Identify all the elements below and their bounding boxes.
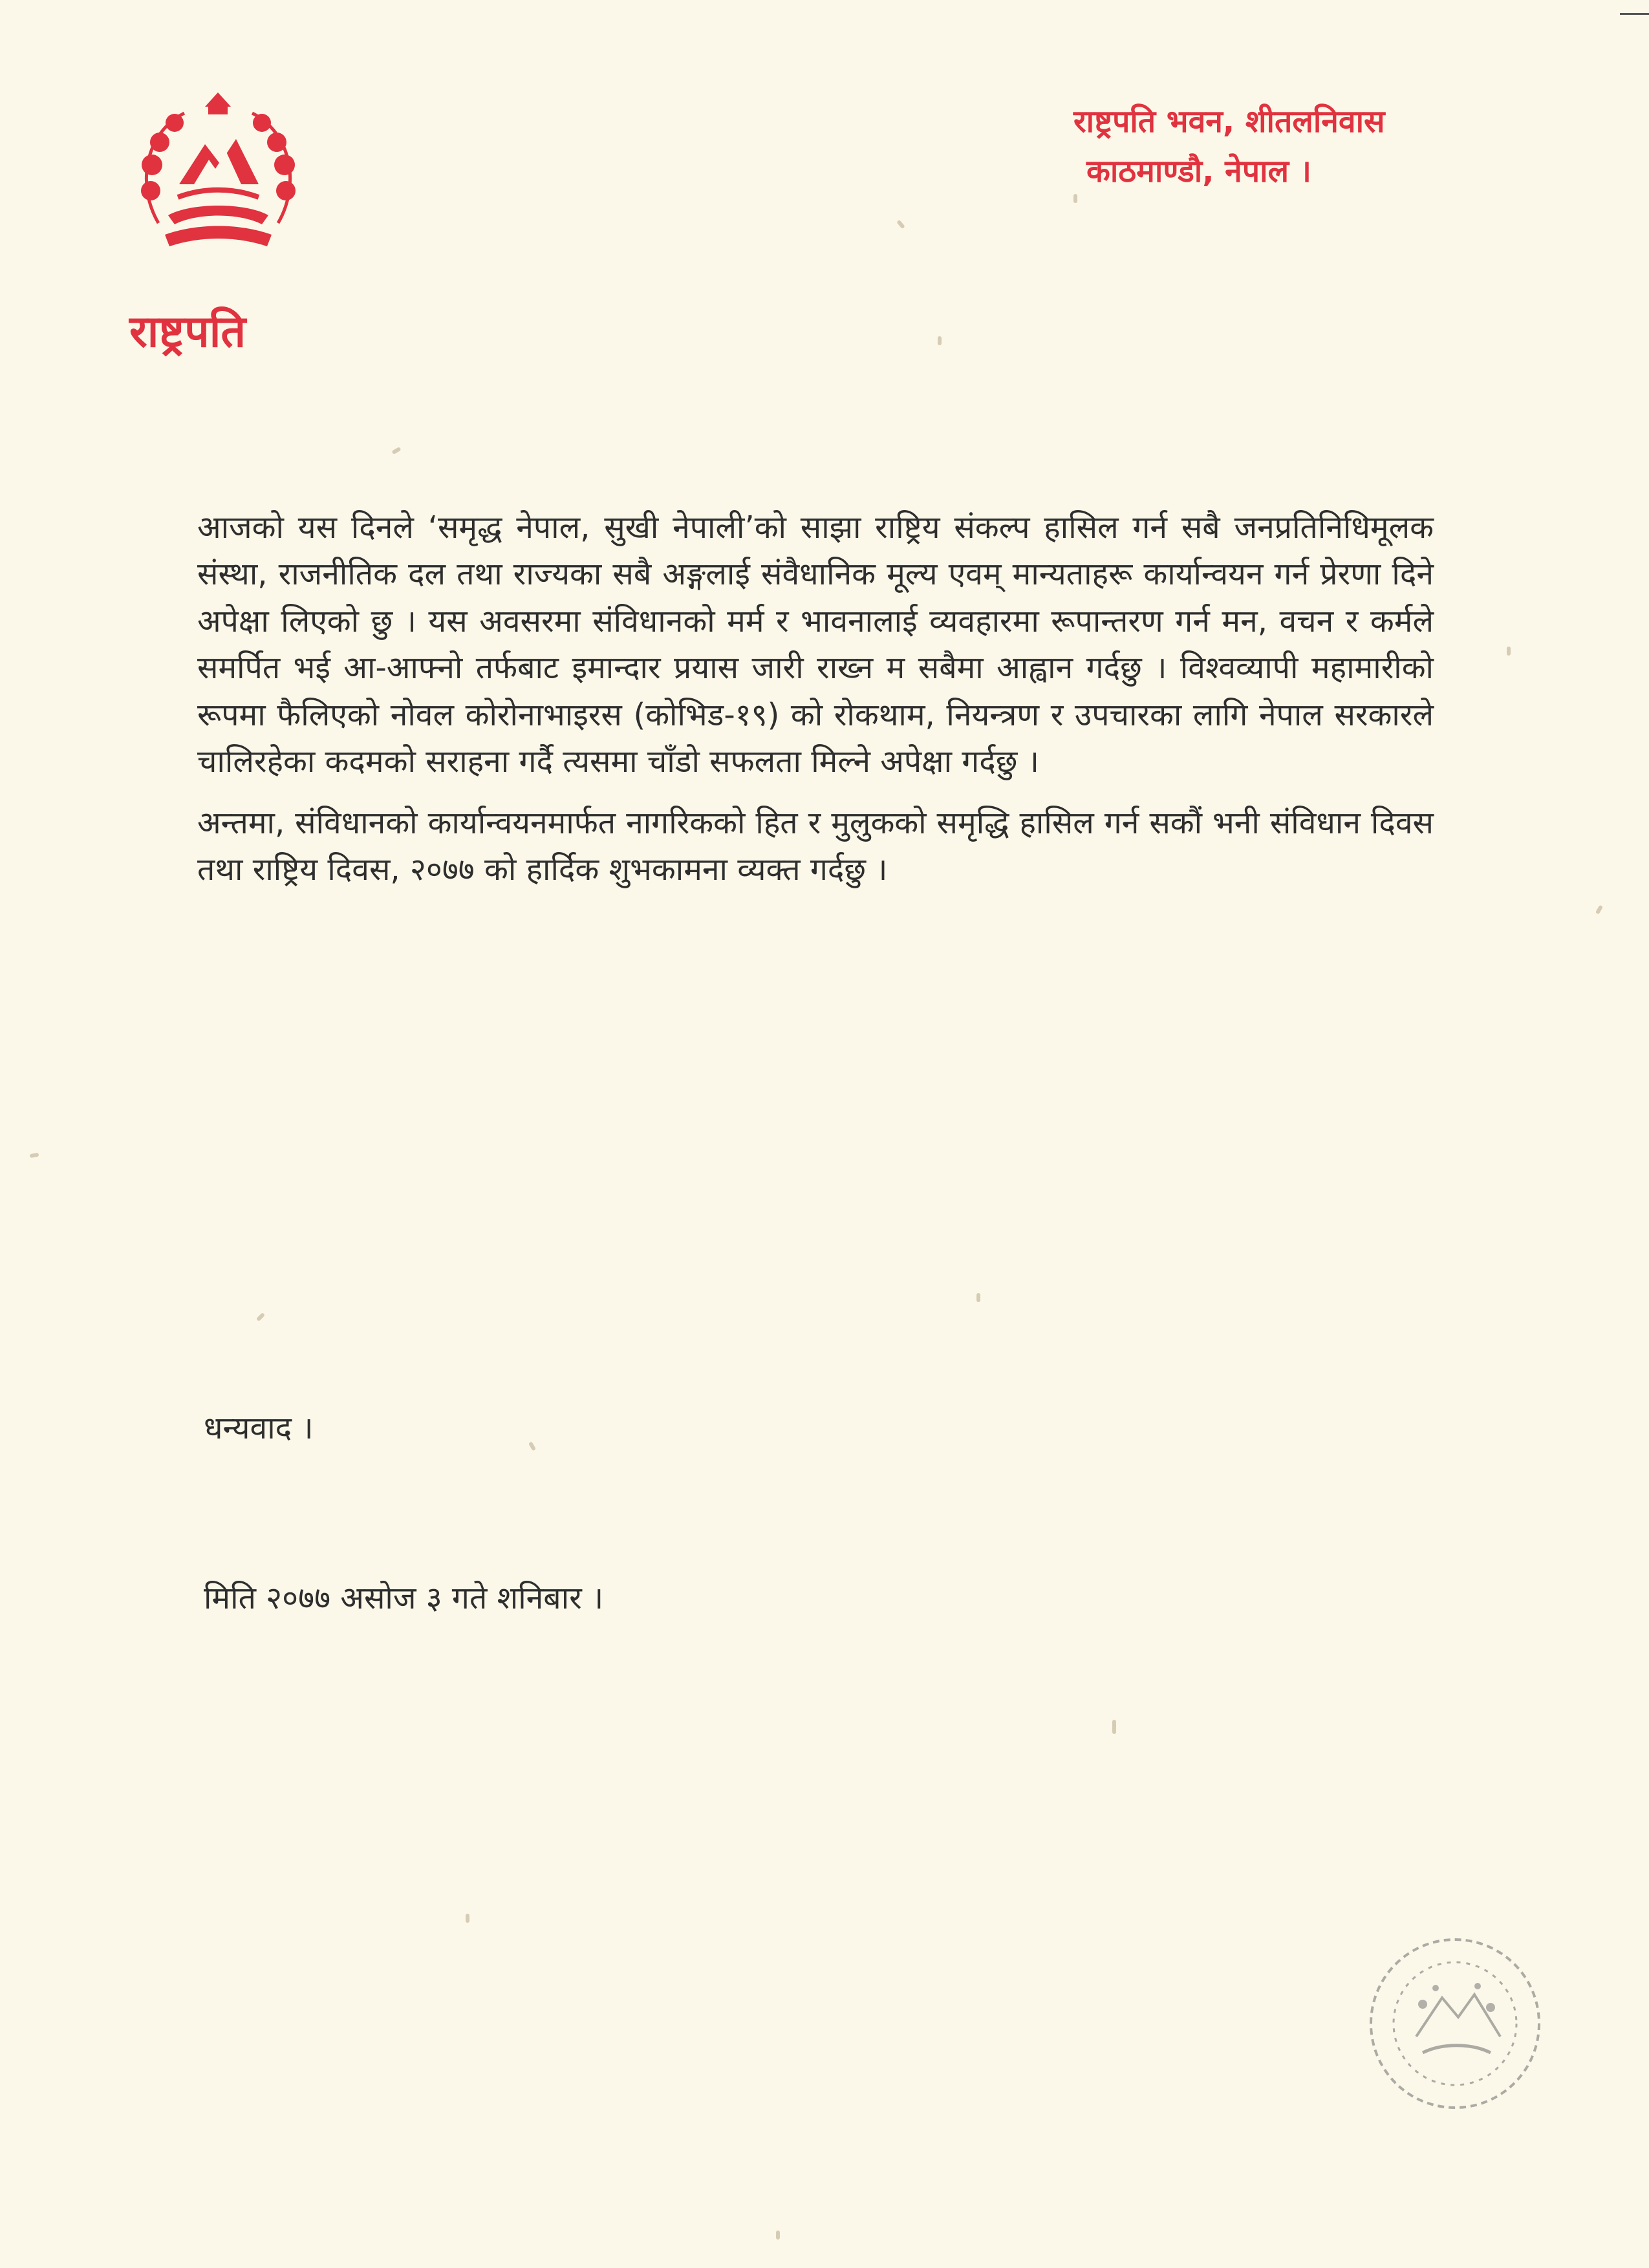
paper-speck [976,1293,980,1302]
office-seal-stamp-icon [1345,1927,1578,2140]
paper-speck [1595,904,1603,914]
address-line-2: काठमाण्डौ, नेपाल । [1086,153,1311,189]
letter-body [197,504,1434,908]
paper-speck [466,1914,469,1923]
paper-speck [1112,1720,1116,1734]
paper-speck [256,1312,265,1321]
paper-speck [30,1153,39,1158]
address-line-1: राष्ट्रपति भवन, शीतलनिवास [1073,103,1385,140]
address-block [1073,97,1526,197]
paper-speck [391,447,401,455]
closing-thanks: धन्यवाद । [204,1410,314,1446]
scan-corner-mark [1620,13,1649,15]
paper-speck [1073,194,1077,203]
paper-speck [776,2231,780,2240]
body-paragraph-1: आजको यस दिनले ‘समृद्ध नेपाल, सुखी नेपाली’को साझा राष्ट्रिय संकल्प हासिल गर्न सबै जनप्रतिनिधिमूलक संस्था, राजनीतिक दल तथा राज्यका सबै अङ्गलाई संवैधानिक मूल्य एवम् मान्यताहरू कार्यान्वयन गर्न प्रेरणा दिने अपेक्षा लिएको छु । यस अवसरमा संविधानको मर्म र भावनालाई व्यवहारमा रूपान्तरण गर्न मन, वचन र कर्मले समर्पित भई आ-आफ्नो तर्फबाट इमान्दार प्रयास जारी राख्न म सबैमा आह्वान गर्दछु । विश्वव्यापी महामारीको रूपमा फैलिएको नोवल कोरोनाभाइरस (कोभिड-१९) को रोकथाम, नियन्त्रण र उपचारका लागि नेपाल सरकारले चालिरहेका कदमको सराहना गर्दै त्यसमा चाँडो सफलता मिल्ने अपेक्षा गर्दछु । [197,509,1434,780]
office-title: राष्ट्रपति [129,306,246,358]
body-paragraph-2: अन्तमा, संविधानको कार्यान्वयनमार्फत नागरिकको हित र मुलुकको समृद्धि हासिल गर्न सकौं भनी संविधान दिवस तथा राष्ट्रिय दिवस, २०७७ को हार्दिक शुभकामना व्यक्त गर्दछु । [197,804,1434,888]
paper-speck [938,336,942,345]
paper-speck [528,1441,536,1451]
nepal-coat-of-arms-icon [133,87,304,281]
closing-date: मिति २०७७ असोज ३ गते शनिबार । [204,1580,604,1616]
paper-speck [896,220,905,230]
paper-speck [1507,647,1511,656]
